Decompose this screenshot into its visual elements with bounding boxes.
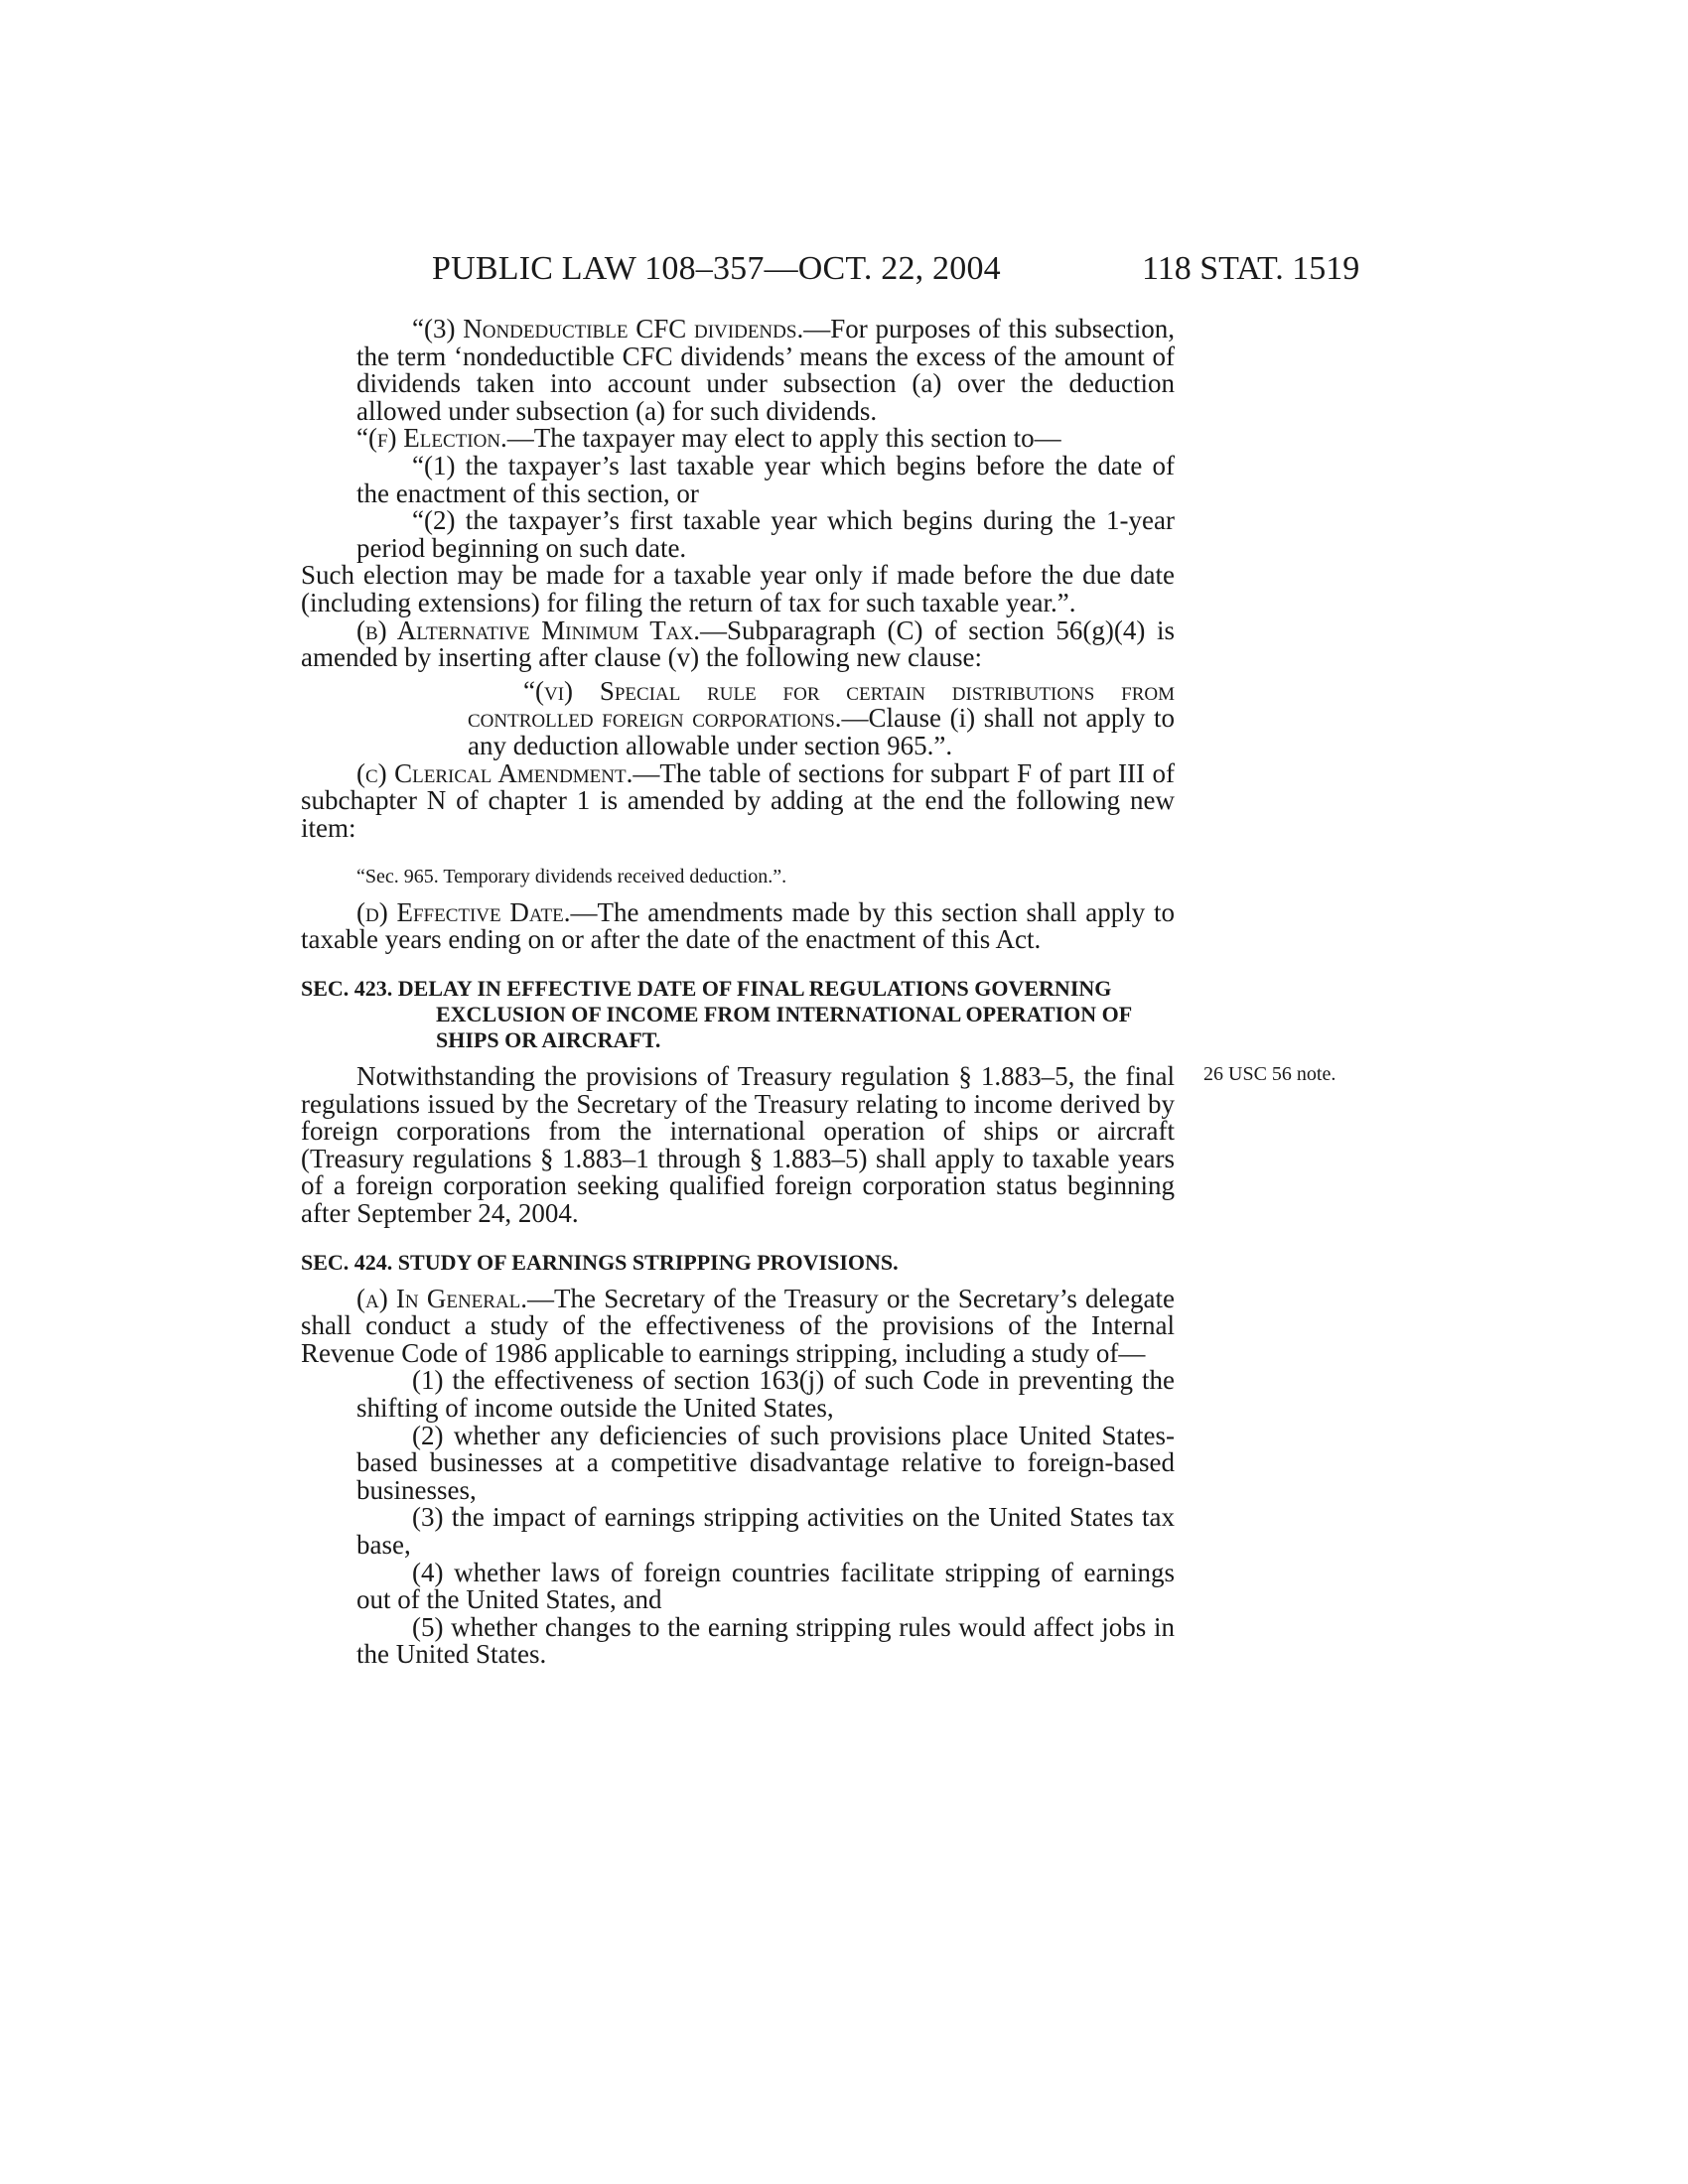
page-header-title: PUBLIC LAW 108–357—OCT. 22, 2004 xyxy=(432,250,1001,287)
paragraph-text: —Subparagraph (C) of section 56(g)(4) is amended by inserting after clause (v) the following new clause: xyxy=(301,614,1175,673)
paragraph-clause-vi xyxy=(301,675,1176,760)
paragraph-effective-date xyxy=(301,896,1175,955)
paragraph-heading: (a) In General. xyxy=(356,1283,528,1313)
paragraph-election-2: “(2) the taxpayer’s first taxable year which begins during the 1-year period beginning on such date. xyxy=(356,505,1175,563)
paragraph-heading: “(f) Election. xyxy=(356,423,507,454)
paragraph-study-4: (4) whether laws of foreign countries facilitate stripping of earnings out of the United States, and xyxy=(356,1557,1175,1615)
paragraph-nondeductible-cfc-dividends xyxy=(301,316,1175,425)
paragraph-text: —The Secretary of the Treasury or the Secretary’s delegate shall conduct a study of the effectiveness of the provisions of the Internal Revenue Code of 1986 applicable to earnings stripping, including a study of— xyxy=(301,1283,1175,1368)
paragraph-study-3: (3) the impact of earnings stripping activities on the United States tax base, xyxy=(356,1502,1175,1560)
document-body xyxy=(301,316,1175,1669)
paragraph-heading: “(vi) Special rule for certain distributions from controlled foreign corporations. xyxy=(468,675,1175,734)
paragraph-election xyxy=(301,425,1175,453)
section-title: DELAY IN EFFECTIVE DATE OF FINAL REGULATIONS GOVERNING EXCLUSION OF INCOME FROM INTERNATIONAL OPERATION OF SHIPS OR AIRCRAFT. xyxy=(397,976,1132,1053)
page-header-stat: 118 STAT. 1519 xyxy=(1142,250,1360,287)
paragraph-alternative-minimum-tax xyxy=(301,614,1175,673)
paragraph-study-2: (2) whether any deficiencies of such provisions place United States-based businesses at a competitive disadvantage relative to foreign-based businesses, xyxy=(356,1420,1175,1505)
paragraph-heading: (b) Alternative Minimum Tax. xyxy=(356,614,700,645)
paragraph-heading: “(3) Nondeductible CFC dividends. xyxy=(412,314,804,343)
paragraph-heading: (c) Clerical Amendment. xyxy=(356,757,633,788)
margin-note: 26 USC 56 note. xyxy=(1203,1063,1336,1085)
paragraph-election-tail: Such election may be made for a taxable year only if made before the due date (including extensions) for filing the return of tax for such taxable year.”. xyxy=(301,560,1175,617)
paragraph-clerical-amendment xyxy=(301,757,1176,843)
paragraph-election-1: “(1) the taxpayer’s last taxable year which begins before the date of the enactment of this section, or xyxy=(356,450,1175,508)
paragraph-text: —The taxpayer may elect to apply this section to— xyxy=(506,423,1061,454)
paragraph-study-1: (1) the effectiveness of section 163(j) of such Code in preventing the shifting of income outside the United States, xyxy=(356,1365,1175,1423)
section-424-heading xyxy=(301,1250,1175,1276)
section-423-heading xyxy=(301,976,1175,1053)
paragraph-heading: (d) Effective Date. xyxy=(356,896,571,927)
paragraph-text: —For purposes of this subsection, the term ‘nondeductible CFC dividends’ means the excess of the amount of dividends taken into account under subsection (a) over the deduction allowed under subsection (a) for such dividends. xyxy=(356,314,1176,426)
section-number: SEC. 424. xyxy=(301,1249,393,1275)
paragraph-text: —The table of sections for subpart F of part III of subchapter N of chapter 1 is amended by adding at the end the following new item: xyxy=(301,757,1176,843)
paragraph-study-5: (5) whether changes to the earning stripping rules would affect jobs in the United States. xyxy=(356,1611,1175,1670)
section-number: SEC. 423. xyxy=(301,976,393,1002)
paragraph-section-423-text: Notwithstanding the provisions of Treasury regulation § 1.883–5, the final regulations issued by the Secretary of the Treasury relating to income derived by foreign corporations from the international operation of ships or aircraft (Treasury regulations § 1.883–1 through § 1.883–5) shall apply to taxable years of a foreign corporation seeking qualified foreign corporation status beginning after September 24, 2004. xyxy=(301,1061,1175,1229)
paragraph-text: —Clause (i) shall not apply to any deduction allowable under section 965.”. xyxy=(468,703,1176,760)
section-title: STUDY OF EARNINGS STRIPPING PROVISIONS. xyxy=(397,1249,899,1275)
paragraph-text: —The amendments made by this section shall apply to taxable years ending on or after the date of the enactment of this Act. xyxy=(301,896,1175,955)
table-of-sections-item: “Sec. 965. Temporary dividends received deduction.”. xyxy=(356,866,787,888)
paragraph-in-general xyxy=(301,1283,1175,1368)
